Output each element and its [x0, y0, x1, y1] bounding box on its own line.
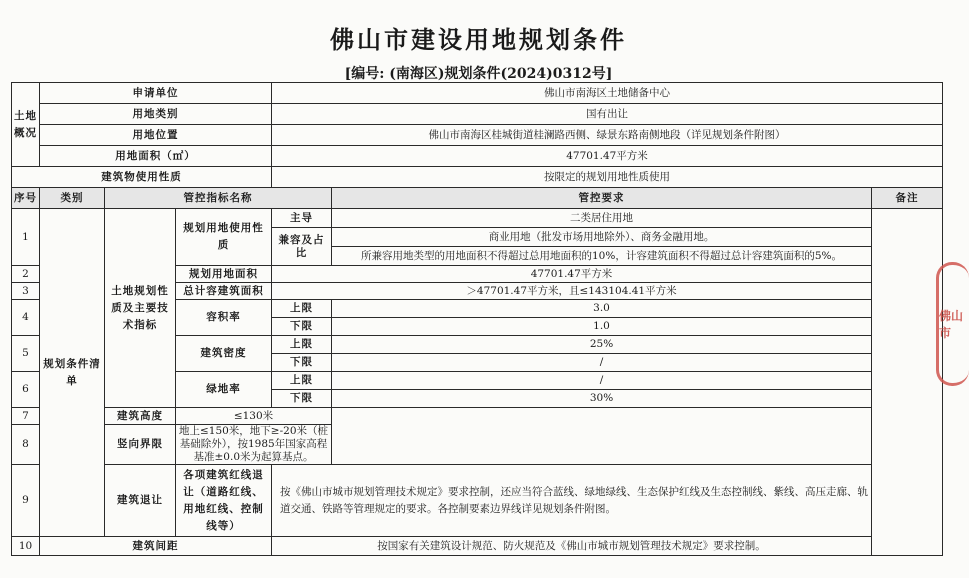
remark-cell: [872, 209, 943, 556]
row-location: [12, 125, 943, 146]
seal-text: 佛山市: [939, 309, 964, 340]
indicator-name: 规划用地使用性质: [176, 209, 272, 266]
indicator-value: ≤130米: [176, 408, 332, 425]
upper-label: 上限: [272, 372, 332, 390]
table-row: [12, 408, 943, 425]
main-use-value: 二类居住用地: [332, 209, 872, 228]
row-number: 6: [12, 372, 40, 408]
indicator-name: 绿地率: [176, 372, 272, 408]
row-number: 10: [12, 537, 40, 556]
mix-use-label: 兼容及占比: [272, 228, 332, 266]
header-category: 类别: [40, 188, 105, 209]
row-area: [12, 146, 943, 167]
row-applicant: [12, 83, 943, 104]
page-title: 佛山市建设用地规划条件: [330, 25, 627, 54]
lower-label: 下限: [272, 390, 332, 408]
lower-value: /: [332, 354, 872, 372]
header-remark: 备注: [872, 188, 943, 209]
applicant-label: 申请单位: [40, 83, 272, 104]
upper-value: /: [332, 372, 872, 390]
upper-value: 25%: [332, 336, 872, 354]
applicant-value: 佛山市南海区土地储备中心: [272, 83, 943, 104]
indicator-name: 竖向界限: [105, 425, 176, 465]
table-header: [12, 188, 943, 209]
indicator-name: 建筑密度: [176, 336, 272, 372]
lower-value: 30%: [332, 390, 872, 408]
table-row: [12, 537, 943, 556]
planning-conditions-table: [11, 82, 943, 556]
document-number: [编号: (南海区)规划条件(2024)0312号]: [344, 66, 613, 82]
land-type-label: 用地类别: [40, 104, 272, 125]
row-number: 9: [12, 465, 40, 537]
building-use-value: 按限定的规划用地性质使用: [272, 167, 943, 188]
upper-value: 3.0: [332, 300, 872, 318]
row-number: 4: [12, 300, 40, 336]
upper-label: 上限: [272, 336, 332, 354]
land-plan-group-label: 土地规划性质及主要技术指标: [105, 209, 176, 408]
lower-value: 1.0: [332, 318, 872, 336]
indicator-name: 规划用地面积: [176, 266, 272, 283]
header-no: 序号: [12, 188, 40, 209]
lower-label: 下限: [272, 354, 332, 372]
row-number: 8: [12, 425, 40, 465]
indicator-value: 按国家有关建筑设计规范、防火规范及《佛山市城市规划管理技术规定》要求控制。: [272, 537, 872, 556]
indicator-value: 地上≤150米，地下≥-20米（桩基础除外），按1985年国家高程基准±0.0米为起算基点。: [176, 425, 332, 465]
area-value: 47701.47平方米: [272, 146, 943, 167]
plan-list-group-label: 规划条件清单: [40, 209, 105, 537]
row-land-type: [12, 104, 943, 125]
indicator-name: 容积率: [176, 300, 272, 336]
indicator-name: 总计容建筑面积: [176, 283, 272, 300]
area-label: 用地面积（㎡）: [40, 146, 272, 167]
location-value: 佛山市南海区桂城街道桂澜路西侧、绿景东路南侧地段（详见规划条件附图）: [272, 125, 943, 146]
row-number: 7: [12, 408, 40, 425]
row-building-use: [12, 167, 943, 188]
row-number: 1: [12, 209, 40, 266]
table-row: [12, 425, 943, 465]
overview-group-label: 土地概况: [12, 83, 40, 167]
upper-label: 上限: [272, 300, 332, 318]
mix-use-note: 所兼容用地类型的用地面积不得超过总用地面积的10%，计容建筑面积不得超过总计容建筑面积的5%。: [332, 247, 872, 266]
row-number: 3: [12, 283, 40, 300]
lower-label: 下限: [272, 318, 332, 336]
table-row: [12, 209, 943, 228]
main-use-label: 主导: [272, 209, 332, 228]
indicator-value: 按《佛山市城市规划管理技术规定》要求控制，还应当符合蓝线、绿地绿线、生态保护红线及生态控制线、紫线、高压走廊、轨道交通、铁路等管理规定的要求。各控制要素边界线详见规划条件附图。: [272, 465, 872, 537]
header-indicator: 管控指标名称: [105, 188, 332, 209]
mix-use-value: 商业用地（批发市场用地除外）、商务金融用地。: [332, 228, 872, 247]
indicator-value: ＞47701.47平方米，且≤143104.41平方米: [272, 283, 872, 300]
indicator-name: 建筑高度: [105, 408, 176, 425]
table-row: [12, 465, 943, 537]
header-requirement: 管控要求: [332, 188, 872, 209]
location-label: 用地位置: [40, 125, 272, 146]
row-number: 5: [12, 336, 40, 372]
setback-group-label: 建筑退让: [105, 465, 176, 537]
row-number: 2: [12, 266, 40, 283]
official-seal: [936, 262, 969, 386]
building-use-label: 建筑物使用性质: [12, 167, 272, 188]
indicator-name: 各项建筑红线退让（道路红线、用地红线、控制线等）: [176, 465, 272, 537]
indicator-value: 47701.47平方米: [272, 266, 872, 283]
land-type-value: 国有出让: [272, 104, 943, 125]
indicator-name: 建筑间距: [40, 537, 272, 556]
